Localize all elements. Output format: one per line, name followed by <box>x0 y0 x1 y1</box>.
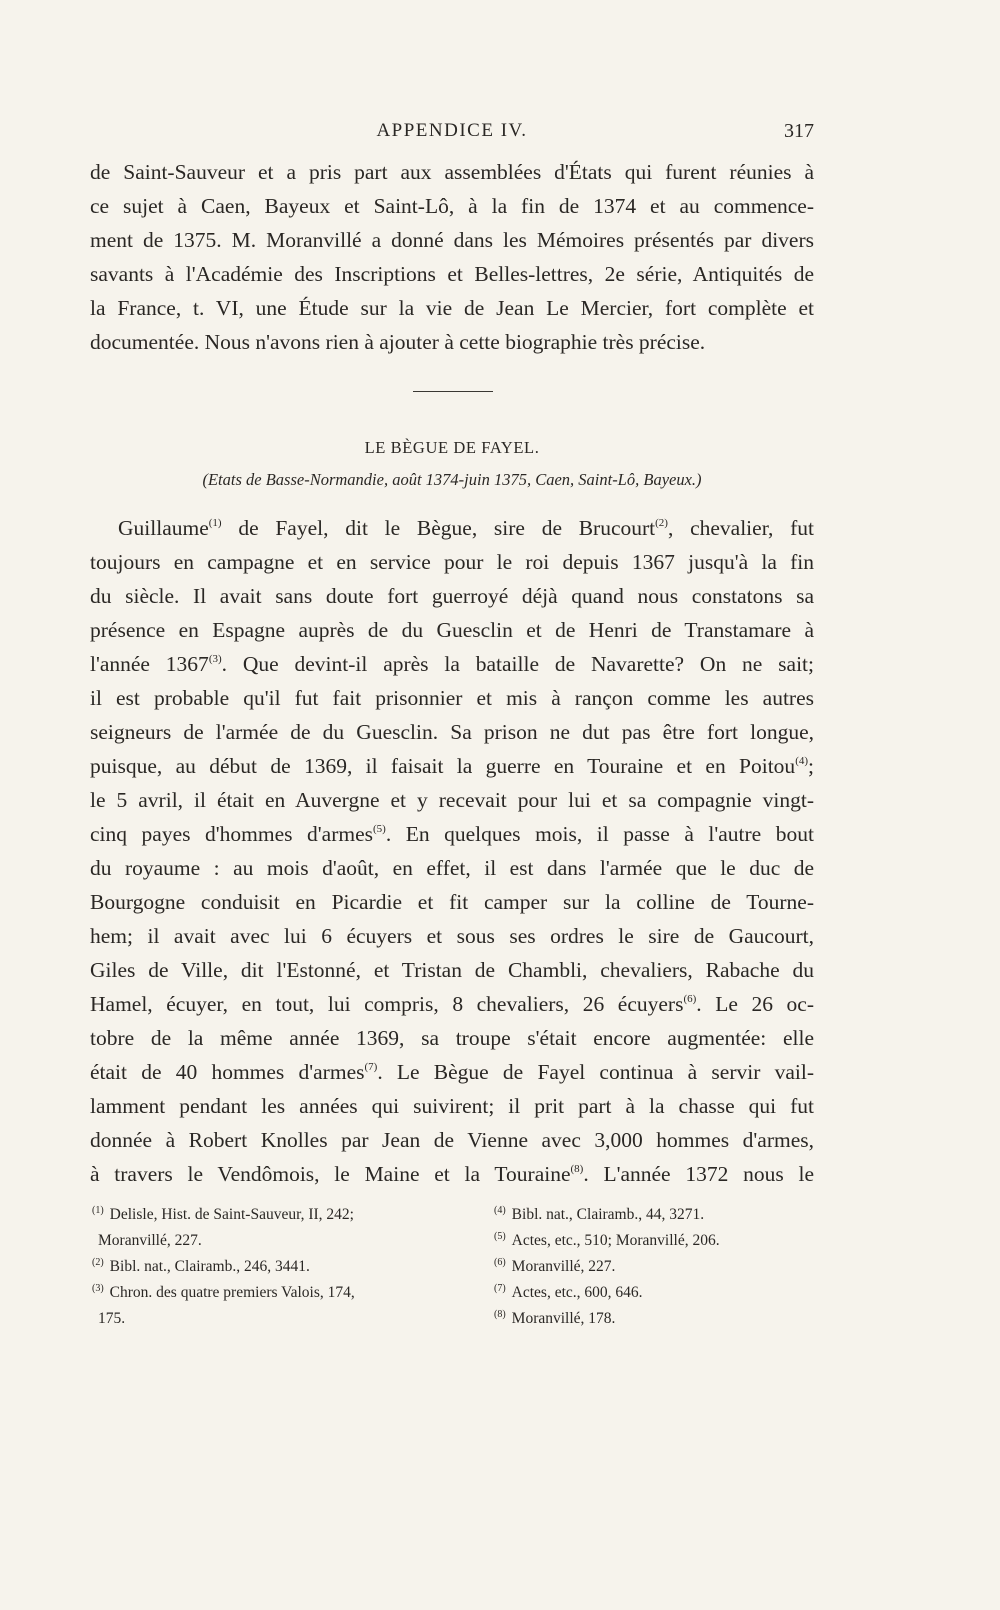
text-line: Giles de Ville, dit l'Estonné, et Tristan de Chambli, chevaliers, Rabache du <box>90 958 814 982</box>
text-line: présence en Espagne auprès de du Guesclin et de Henri de Transtamare à <box>90 618 814 642</box>
text-line: de Saint-Sauveur et a pris part aux assemblées d'États qui furent réunies à <box>90 160 814 184</box>
footnote <box>92 1309 412 1335</box>
text-line: tobre de la même année 1369, sa troupe s'était encore augmentée: elle <box>90 1026 814 1050</box>
section-subtitle: (Etats de Basse-Normandie, août 1374-juin 1375, Caen, Saint-Lô, Bayeux.) <box>202 470 702 489</box>
footnote <box>92 1205 412 1231</box>
footnote-ref: (6) <box>683 993 697 1005</box>
footnote <box>92 1257 412 1283</box>
text-line: Hamel, écuyer, en tout, lui compris, 8 chevaliers, 26 écuyers$^{(6)}$. Le 26 oc- <box>90 992 814 1016</box>
text-line: documentée. Nous n'avons rien à ajouter à cette biographie très précise. <box>90 330 706 354</box>
footnote-text: Actes, etc., 600, 646. <box>511 1284 643 1301</box>
footnotes-left <box>92 1205 412 1335</box>
running-header <box>90 116 814 146</box>
footnote-ref: (4) <box>795 755 809 767</box>
text-line: la France, t. VI, une Étude sur la vie de Jean Le Mercier, fort complète et <box>90 296 814 320</box>
text-line: hem; il avait avec lui 6 écuyers et sous ses ordres le sire de Gaucourt, <box>90 924 814 948</box>
footnote-ref: (3) <box>208 653 222 665</box>
footnote <box>494 1309 814 1335</box>
footnote-text: Bibl. nat., Clairamb., 246, 3441. <box>109 1258 310 1275</box>
text-line: Guillaume$^{(1)}$ de Fayel, dit le Bègue, sire de Brucourt$^{(2)}$, chevalier, fut <box>118 516 814 540</box>
footnote-mark: (4) <box>494 1205 506 1216</box>
text-line: il est probable qu'il fut fait prisonnier et mis à rançon comme les autres <box>90 686 814 710</box>
footnote <box>92 1231 412 1257</box>
footnote-mark: (6) <box>494 1257 506 1268</box>
footnote-ref: (2) <box>655 517 668 529</box>
page-number: 317 <box>784 120 814 142</box>
section-title: LE BÈGUE DE FAYEL. <box>364 438 540 457</box>
text-line: savants à l'Académie des Inscriptions et Belles-lettres, 2e série, Antiquités de <box>90 262 814 286</box>
text-line: ment de 1375. M. Moranvillé a donné dans les Mémoires présentés par divers <box>90 228 814 252</box>
footnote-mark: (5) <box>494 1231 506 1242</box>
text-line: lamment pendant les années qui suivirent; il prit part à la chasse qui fut <box>90 1094 814 1118</box>
footnote-mark: (1) <box>92 1205 104 1216</box>
text-line: donnée à Robert Knolles par Jean de Vienne avec 3,000 hommes d'armes, <box>90 1128 814 1152</box>
footnote-text: 175. <box>98 1310 126 1327</box>
text-line: l'année 1367$^{(3)}$. Que devint-il après la bataille de Navarette? On ne sait; <box>90 652 814 676</box>
footnote-mark: (8) <box>494 1309 506 1320</box>
footnote-ref: (7) <box>364 1061 378 1073</box>
text-line: puisque, au début de 1369, il faisait la guerre en Touraine et en Poitou$^{(4)}$; <box>90 754 814 778</box>
footnote <box>494 1205 814 1231</box>
footnote <box>494 1231 814 1257</box>
text-line: était de 40 hommes d'armes$^{(7)}$. Le Bègue de Fayel continua à servir vail- <box>90 1060 814 1084</box>
footnote <box>494 1283 814 1309</box>
text-line: seigneurs de l'armée de du Guesclin. Sa prison ne dut pas être fort longue, <box>90 720 814 744</box>
footnote-ref: (5) <box>372 823 386 835</box>
footnote-text: Moranvillé, 227. <box>511 1258 616 1275</box>
text-line: du siècle. Il avait sans doute fort guerroyé déjà quand nous constatons sa <box>90 584 814 608</box>
section-divider <box>413 391 493 392</box>
footnote-text: Chron. des quatre premiers Valois, 174, <box>109 1284 355 1301</box>
footnote <box>92 1283 412 1309</box>
text-line: cinq payes d'hommes d'armes$^{(5)}$. En quelques mois, il passe à l'autre bout <box>90 822 814 846</box>
footnote-text: Moranvillé, 178. <box>511 1310 616 1327</box>
footnote-text: Bibl. nat., Clairamb., 44, 3271. <box>511 1206 705 1223</box>
footnote-ref: (8) <box>570 1163 584 1175</box>
footnote-text: Actes, etc., 510; Moranvillé, 206. <box>511 1232 720 1249</box>
text-line: à travers le Vendômois, le Maine et la Touraine$^{(8)}$. L'année 1372 nous le <box>90 1162 814 1186</box>
footnote-mark: (7) <box>494 1283 506 1294</box>
header-title: APPENDICE IV. <box>376 120 528 141</box>
footnote-text: Moranvillé, 227. <box>98 1232 202 1249</box>
footnotes-right <box>494 1205 814 1335</box>
footnote-ref: (1) <box>208 517 222 529</box>
footnote-mark: (3) <box>92 1283 104 1294</box>
footnote-text: Delisle, Hist. de Saint-Sauveur, II, 242; <box>109 1206 354 1223</box>
footnote <box>494 1257 814 1283</box>
text-line: Bourgogne conduisit en Picardie et fit camper sur la colline de Tourne- <box>90 890 814 914</box>
text-line: ce sujet à Caen, Bayeux et Saint-Lô, à la fin de 1374 et au commence- <box>90 194 814 218</box>
text-line: toujours en campagne et en service pour le roi depuis 1367 jusqu'à la fin <box>90 550 814 574</box>
text-line: le 5 avril, il était en Auvergne et y recevait pour lui et sa compagnie vingt- <box>90 788 814 812</box>
text-line: du royaume : au mois d'août, en effet, il est dans l'armée que le duc de <box>90 856 814 880</box>
footnote-mark: (2) <box>92 1257 104 1268</box>
